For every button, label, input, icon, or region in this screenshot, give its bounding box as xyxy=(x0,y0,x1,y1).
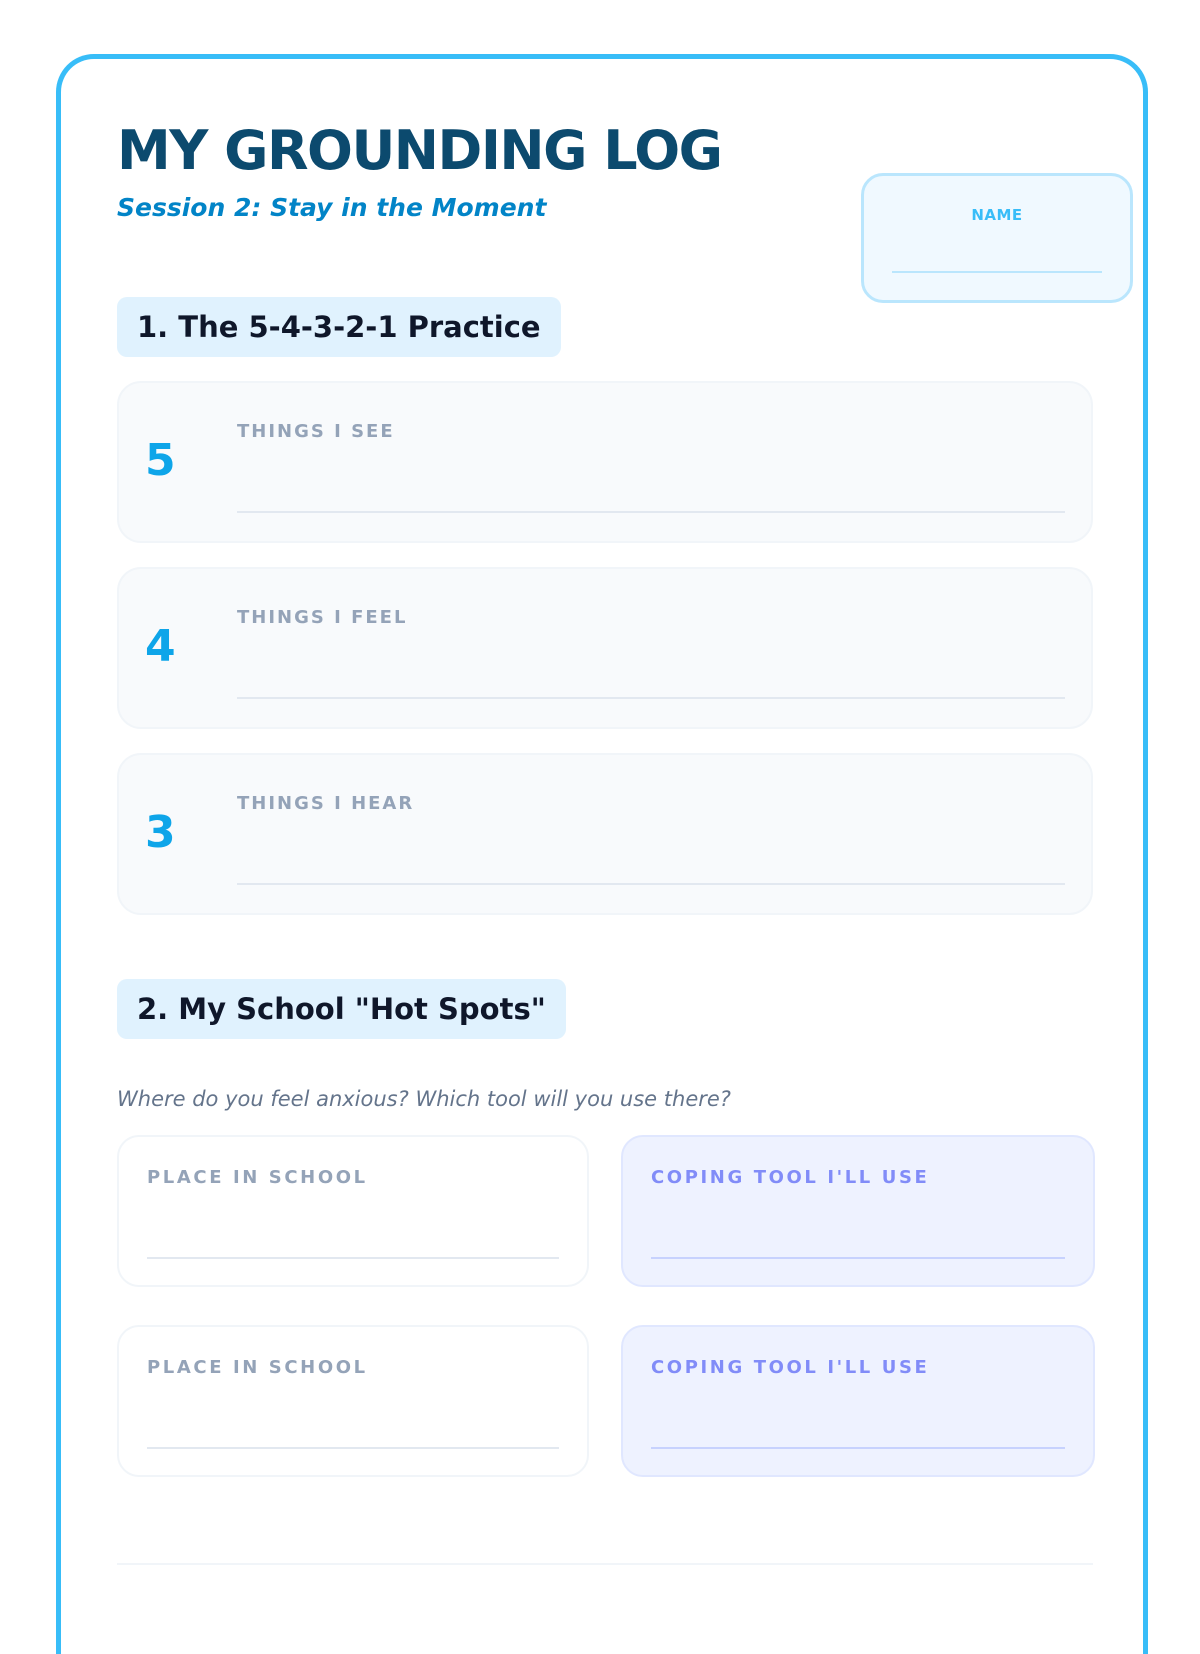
sense-row-hear[interactable] xyxy=(117,753,1093,915)
place-write-line xyxy=(147,1447,559,1449)
tool-write-line xyxy=(651,1257,1065,1259)
page-subtitle: Session 2: Stay in the Moment xyxy=(117,193,547,222)
section-divider xyxy=(117,1563,1093,1565)
sense-label: THINGS I FEEL xyxy=(237,607,408,628)
place-label: PLACE IN SCHOOL xyxy=(147,1357,368,1378)
name-write-line xyxy=(892,271,1102,273)
name-label: NAME xyxy=(971,206,1023,224)
place-label: PLACE IN SCHOOL xyxy=(147,1167,368,1188)
sense-count: 5 xyxy=(145,435,176,486)
tool-label: COPING TOOL I'LL USE xyxy=(651,1357,930,1378)
page-title: MY GROUNDING LOG xyxy=(117,119,722,182)
worksheet-card xyxy=(56,54,1148,1654)
sense-label: THINGS I SEE xyxy=(237,421,395,442)
sense-row-feel[interactable] xyxy=(117,567,1093,729)
place-write-line xyxy=(147,1257,559,1259)
section-2-instruction: Where do you feel anxious? Which tool will you use there? xyxy=(117,1087,731,1111)
place-in-school-field-2[interactable] xyxy=(117,1325,589,1477)
coping-tool-field-2[interactable] xyxy=(621,1325,1095,1477)
sense-write-line xyxy=(237,883,1065,885)
section-2-title: 2. My School "Hot Spots" xyxy=(117,979,566,1039)
coping-tool-field-1[interactable] xyxy=(621,1135,1095,1287)
name-field[interactable] xyxy=(861,173,1133,303)
sense-label: THINGS I HEAR xyxy=(237,793,415,814)
sense-count: 4 xyxy=(145,621,176,672)
tool-label: COPING TOOL I'LL USE xyxy=(651,1167,930,1188)
worksheet-header xyxy=(117,117,1097,249)
sense-write-line xyxy=(237,511,1065,513)
tool-write-line xyxy=(651,1447,1065,1449)
sense-count: 3 xyxy=(145,807,176,858)
sense-row-see[interactable] xyxy=(117,381,1093,543)
section-1-title: 1. The 5-4-3-2-1 Practice xyxy=(117,297,561,357)
place-in-school-field-1[interactable] xyxy=(117,1135,589,1287)
sense-write-line xyxy=(237,697,1065,699)
